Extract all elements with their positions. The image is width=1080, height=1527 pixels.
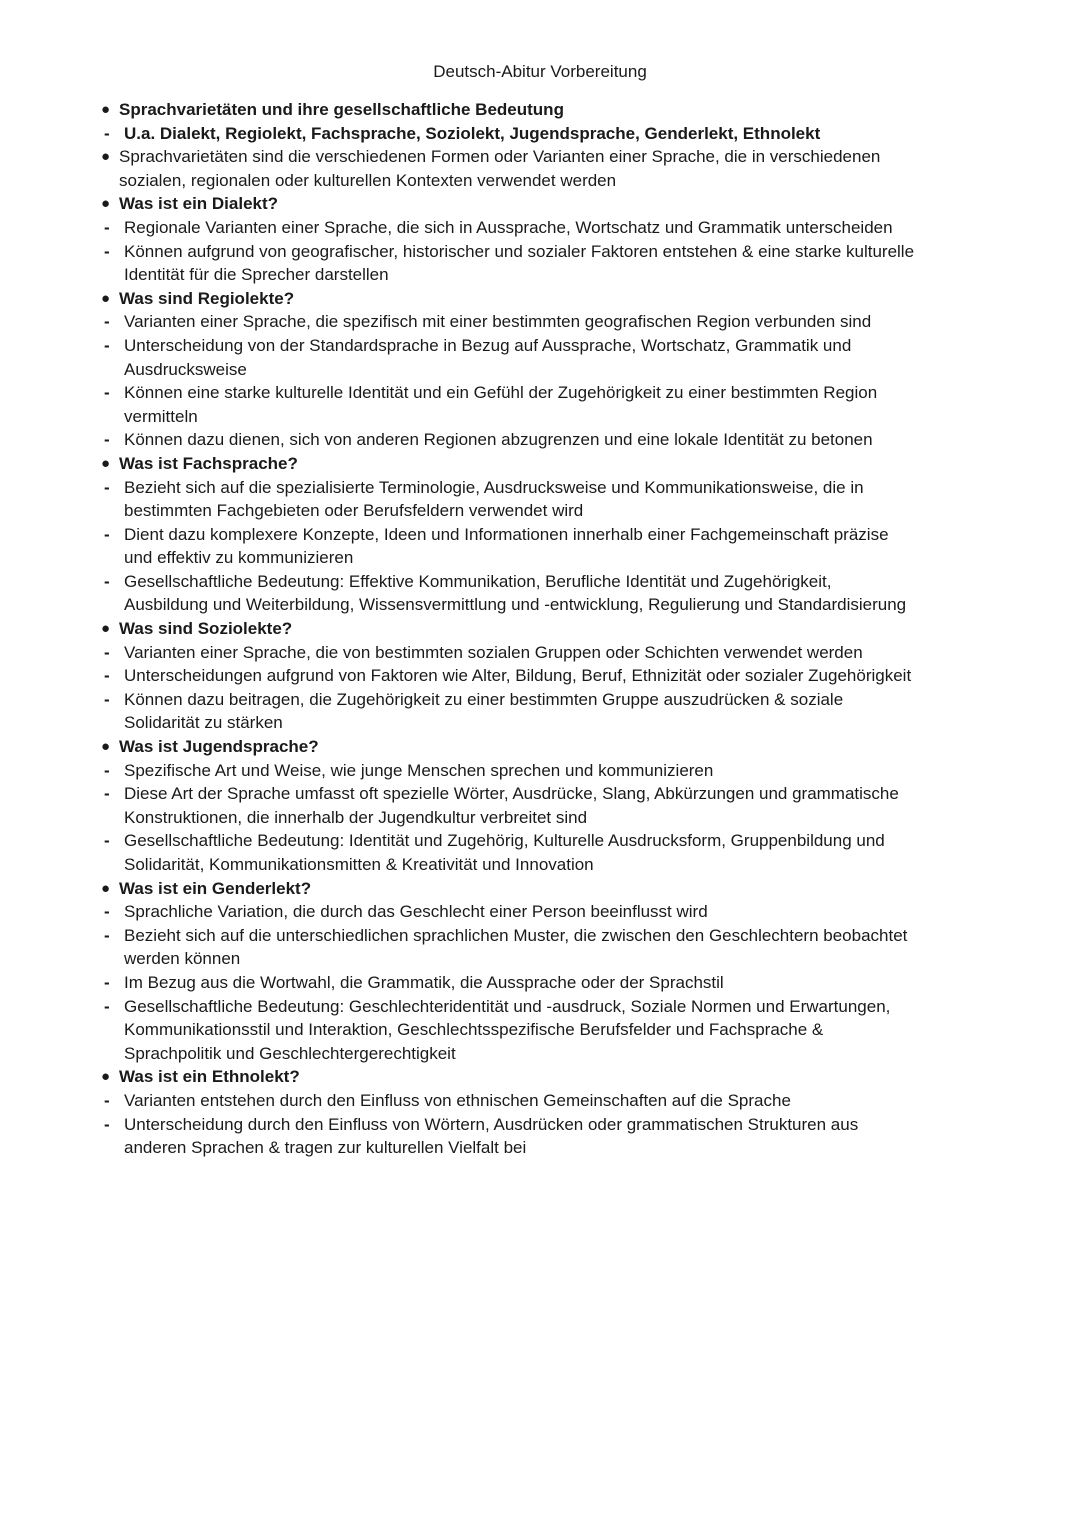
document-title: Deutsch-Abitur Vorbereitung bbox=[433, 62, 647, 81]
continuation-line bbox=[100, 711, 1000, 735]
dash-icon: - bbox=[104, 1114, 110, 1134]
dash-item bbox=[100, 381, 1000, 405]
line-text: Gesellschaftliche Bedeutung: Identität und Zugehörig, Kulturelle Ausdrucksform, Gruppenbildung und bbox=[124, 831, 885, 851]
dash-item bbox=[100, 240, 1000, 264]
dash-icon: - bbox=[104, 430, 110, 450]
line-text: Solidarität, Kommunikationsmitten & Kreativität und Innovation bbox=[124, 855, 594, 874]
line-text: bestimmten Fachgebieten oder Berufsfeldern verwendet wird bbox=[124, 501, 584, 521]
line-text: Varianten entstehen durch den Einfluss von ethnischen Gemeinschaften auf die Sprache bbox=[124, 1090, 791, 1110]
bullet-item bbox=[100, 145, 1000, 169]
dash-item bbox=[100, 334, 1000, 358]
dash-item bbox=[100, 1113, 1000, 1137]
dash-icon: - bbox=[104, 972, 110, 992]
bullet-icon: ● bbox=[101, 879, 111, 897]
dash-icon: - bbox=[104, 689, 110, 709]
line-text: vermitteln bbox=[124, 406, 198, 426]
dash-item bbox=[100, 829, 1000, 853]
bullet-icon: ● bbox=[101, 620, 111, 638]
continuation-line bbox=[100, 1018, 1000, 1042]
line-text: Was sind Regiolekte? bbox=[119, 288, 295, 308]
dash-item bbox=[100, 476, 1000, 500]
continuation-line bbox=[100, 1136, 1000, 1160]
line-text: Bezieht sich auf die unterschiedlichen sprachlichen Muster, die zwischen den Geschlechtern beobachtet bbox=[124, 925, 908, 945]
dash-item bbox=[100, 664, 1000, 688]
dash-icon: - bbox=[104, 571, 110, 591]
line-text: Konstruktionen, die innerhalb der Jugendkultur verbreitet sind bbox=[124, 807, 588, 827]
continuation-line bbox=[100, 358, 1000, 382]
line-text: Was ist ein Ethnolekt? bbox=[119, 1067, 300, 1087]
dash-item bbox=[100, 641, 1000, 665]
line-text: Unterscheidung durch den Einfluss von Wörtern, Ausdrücken oder grammatischen Strukturen aus bbox=[124, 1114, 859, 1134]
dash-item bbox=[100, 523, 1000, 547]
bullet-icon: ● bbox=[101, 148, 111, 166]
dash-icon: - bbox=[104, 996, 110, 1016]
line-text: anderen Sprachen & tragen zur kulturellen Vielfalt bei bbox=[124, 1138, 527, 1158]
line-text: Bezieht sich auf die spezialisierte Terminologie, Ausdrucksweise und Kommunikationsweise, die in bbox=[124, 477, 864, 497]
line-text: Im Bezug aus die Wortwahl, die Grammatik, die Aussprache oder der Sprachstil bbox=[124, 972, 724, 992]
dash-item bbox=[100, 900, 1000, 924]
line-text: Varianten einer Sprache, die von bestimmten sozialen Gruppen oder Schichten verwendet werden bbox=[124, 642, 863, 662]
line-text: Regionale Varianten einer Sprache, die sich in Aussprache, Wortschatz und Grammatik unterscheiden bbox=[124, 217, 893, 237]
line-text: Unterscheidung von der Standardsprache in Bezug auf Aussprache, Wortschatz, Grammatik und bbox=[124, 335, 852, 355]
dash-item bbox=[100, 1089, 1000, 1113]
dash-icon: - bbox=[104, 524, 110, 544]
continuation-line bbox=[100, 169, 1000, 193]
section-heading bbox=[100, 617, 1000, 641]
line-text: Kommunikationsstil und Interaktion, Geschlechtsspezifische Berufsfelder und Fachsprache & bbox=[124, 1020, 824, 1040]
bullet-icon: ● bbox=[101, 101, 111, 118]
line-text: Was ist Jugendsprache? bbox=[119, 737, 319, 757]
section-heading bbox=[100, 1065, 1000, 1089]
line-text: Solidarität zu stärken bbox=[124, 713, 283, 733]
line-text: Sprachvarietäten und ihre gesellschaftliche Bedeutung bbox=[119, 100, 564, 119]
line-text: Können dazu dienen, sich von anderen Regionen abzugrenzen und eine lokale Identität zu betonen bbox=[124, 430, 873, 450]
dash-icon: - bbox=[104, 902, 110, 922]
dash-item bbox=[100, 570, 1000, 594]
section-heading bbox=[100, 287, 1000, 311]
continuation-line bbox=[100, 499, 1000, 523]
line-text: Unterscheidungen aufgrund von Faktoren wie Alter, Bildung, Beruf, Ethnizität oder sozialer Zugehörigkeit bbox=[124, 666, 912, 686]
document-body bbox=[100, 98, 1000, 1160]
section-heading bbox=[100, 877, 1000, 901]
dash-icon: - bbox=[104, 784, 110, 804]
continuation-line bbox=[100, 1042, 1000, 1066]
line-text: Was ist Fachsprache? bbox=[119, 453, 298, 473]
dash-icon: - bbox=[104, 925, 110, 945]
dash-icon: - bbox=[104, 831, 110, 851]
line-text: Was ist ein Dialekt? bbox=[119, 194, 279, 214]
dash-item bbox=[100, 216, 1000, 240]
line-text: und effektiv zu kommunizieren bbox=[124, 548, 354, 568]
dash-item bbox=[100, 428, 1000, 452]
line-text: Ausbildung und Weiterbildung, Wissensvermittlung und -entwicklung, Regulierung und Standardisierung bbox=[124, 595, 907, 615]
continuation-line bbox=[100, 853, 1000, 877]
dash-icon: - bbox=[104, 383, 110, 403]
dash-icon: - bbox=[104, 1090, 110, 1110]
section-heading bbox=[100, 192, 1000, 216]
dash-item bbox=[100, 688, 1000, 712]
line-text: Was sind Soziolekte? bbox=[119, 619, 293, 639]
dash-icon: - bbox=[104, 335, 110, 355]
dash-item bbox=[100, 122, 1000, 146]
continuation-line bbox=[100, 263, 1000, 287]
line-text: Diese Art der Sprache umfasst oft spezielle Wörter, Ausdrücke, Slang, Abkürzungen und grammatische bbox=[124, 784, 899, 804]
continuation-line bbox=[100, 405, 1000, 429]
line-text: Sprachliche Variation, die durch das Geschlecht einer Person beeinflusst wird bbox=[124, 902, 708, 922]
line-text: Können dazu beitragen, die Zugehörigkeit zu einer bestimmten Gruppe auszudrücken & soziale bbox=[124, 689, 844, 709]
section-heading bbox=[100, 735, 1000, 759]
line-text: Spezifische Art und Weise, wie junge Menschen sprechen und kommunizieren bbox=[124, 760, 714, 780]
dash-icon: - bbox=[104, 666, 110, 686]
continuation-line bbox=[100, 806, 1000, 830]
line-text: Sprachvarietäten sind die verschiedenen Formen oder Varianten einer Sprache, die in verschiedenen bbox=[119, 147, 881, 167]
section-heading bbox=[100, 452, 1000, 476]
line-text: Was ist ein Genderlekt? bbox=[119, 878, 312, 898]
bullet-icon: ● bbox=[101, 195, 111, 213]
line-text: Können aufgrund von geografischer, historischer und sozialer Faktoren entstehen & eine starke kulturelle bbox=[124, 241, 915, 261]
dash-item bbox=[100, 924, 1000, 948]
line-text: Können eine starke kulturelle Identität und ein Gefühl der Zugehörigkeit zu einer bestimmten Region bbox=[124, 383, 878, 403]
bullet-icon: ● bbox=[101, 1068, 111, 1086]
continuation-line bbox=[100, 947, 1000, 971]
dash-item bbox=[100, 782, 1000, 806]
line-text: Gesellschaftliche Bedeutung: Effektive Kommunikation, Berufliche Identität und Zugehörigkeit, bbox=[124, 571, 832, 591]
continuation-line bbox=[100, 593, 1000, 617]
dash-item bbox=[100, 759, 1000, 783]
bullet-icon: ● bbox=[101, 738, 111, 756]
dash-item bbox=[100, 995, 1000, 1019]
dash-item bbox=[100, 971, 1000, 995]
line-text: Gesellschaftliche Bedeutung: Geschlechteridentität und -ausdruck, Soziale Normen und Erwartungen, bbox=[124, 996, 891, 1016]
line-text: Identität für die Sprecher darstellen bbox=[124, 265, 389, 285]
line-text: Sprachpolitik und Geschlechtergerechtigkeit bbox=[124, 1043, 456, 1063]
dash-icon: - bbox=[104, 642, 110, 662]
bullet-icon: ● bbox=[101, 454, 111, 472]
dash-icon: - bbox=[104, 123, 110, 143]
dash-icon: - bbox=[104, 241, 110, 261]
line-text: Varianten einer Sprache, die spezifisch mit einer bestimmten geografischen Region verbunden sind bbox=[124, 312, 872, 332]
dash-icon: - bbox=[104, 312, 110, 332]
bullet-icon: ● bbox=[101, 289, 111, 307]
dash-icon: - bbox=[104, 760, 110, 780]
dash-item bbox=[100, 310, 1000, 334]
dash-icon: - bbox=[104, 477, 110, 497]
continuation-line bbox=[100, 546, 1000, 570]
dash-icon: - bbox=[104, 217, 110, 237]
line-text: Ausdrucksweise bbox=[124, 359, 247, 379]
line-text: werden können bbox=[124, 949, 241, 969]
line-text: Dient dazu komplexere Konzepte, Ideen und Informationen innerhalb einer Fachgemeinschaft präzise bbox=[124, 524, 889, 544]
line-text: sozialen, regionalen oder kulturellen Kontexten verwendet werden bbox=[119, 170, 617, 190]
section-heading bbox=[100, 98, 1000, 122]
line-text: U.a. Dialekt, Regiolekt, Fachsprache, Soziolekt, Jugendsprache, Genderlekt, Ethnolekt bbox=[124, 123, 821, 143]
